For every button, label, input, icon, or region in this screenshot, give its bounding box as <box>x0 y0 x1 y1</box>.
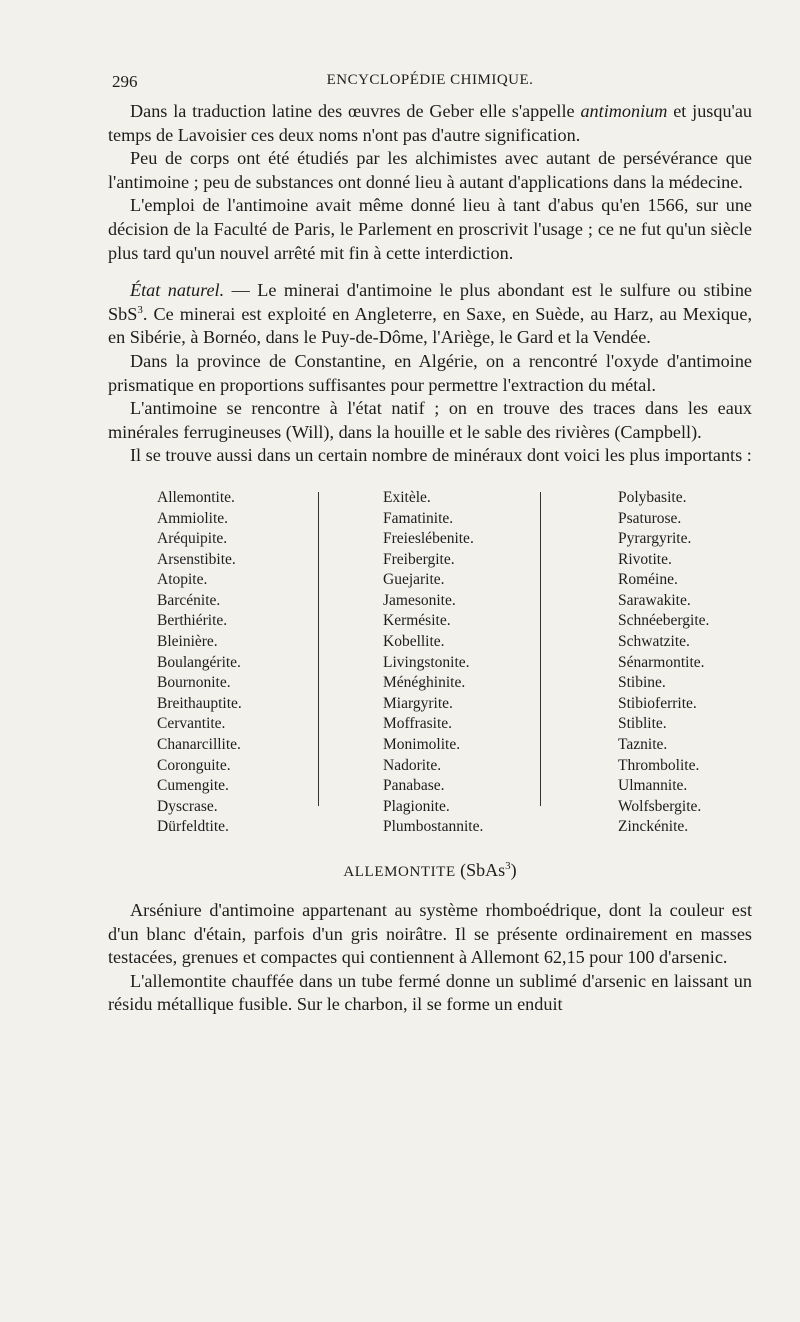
paragraph-8: Arséniure d'antimoine appartenant au système rhomboédrique, dont la couleur est d'un blanc d'étain, parfois d'un gris noirâtre. Il se présente ordinairement en masses testacées, grenues et compactes qui contiennent à Allemont 62,15 pour 100 d'arsenic. <box>108 899 752 968</box>
mineral-item: Taznite. <box>618 736 668 754</box>
mineral-item: Plumbostannite. <box>383 818 484 836</box>
mineral-item: Exitèle. <box>383 488 431 506</box>
mineral-item: Jamesonite. <box>383 591 456 609</box>
mineral-item: Coronguite. <box>157 756 231 774</box>
mineral-item: Bleinière. <box>157 633 218 651</box>
mineral-item: Freieslébenite. <box>383 530 474 548</box>
column-divider <box>318 492 319 806</box>
mineral-item: Breithauptite. <box>157 694 242 712</box>
mineral-item: Polybasite. <box>618 488 687 506</box>
mineral-item: Freibergite. <box>383 550 455 568</box>
paragraph-5: Dans la province de Constantine, en Algérie, on a rencontré l'oxyde d'antimoine prismatique en proportions suffisantes pour permettre l'extraction du métal. <box>108 350 752 395</box>
mineral-item: Monimolite. <box>383 736 461 754</box>
mineral-item: Ménéghinite. <box>383 674 466 692</box>
mineral-item: Livingstonite. <box>383 653 470 671</box>
mineral-item: Boulangérite. <box>157 653 241 671</box>
mineral-item: Plagionite. <box>383 797 450 815</box>
mineral-item: Ulmannite. <box>618 777 688 795</box>
mineral-column-2 <box>383 488 483 838</box>
paragraph-3: L'emploi de l'antimoine avait même donné lieu à tant d'abus qu'en 1566, sur une décision de la Faculté de Paris, le Parlement en proscrivit l'usage ; ce ne fut qu'un siècle plus tard qu'un nouvel arrêté mit fin à cette interdiction. <box>108 195 752 263</box>
mineral-item: Stibioferrite. <box>618 694 697 712</box>
paragraph-7: Il se trouve aussi dans un certain nombre de minéraux dont voici les plus importants : <box>130 445 752 466</box>
mineral-item: Guejarite. <box>383 571 445 589</box>
paragraph-6: L'antimoine se rencontre à l'état natif ; on en trouve des traces dans les eaux minérales ferrugineuses (Will), dans la houille et le sable des rivières (Campbell). <box>108 398 752 442</box>
mineral-item: Berthiérite. <box>157 612 228 630</box>
mineral-item: Thrombolite. <box>618 756 700 774</box>
section-heading: ALLEMONTITE (SbAs$^3$) <box>343 859 517 880</box>
mineral-item: Nadorite. <box>383 756 442 774</box>
mineral-item: Miargyrite. <box>383 694 453 712</box>
mineral-item: Stiblite. <box>618 715 667 733</box>
mineral-item: Zinckénite. <box>618 818 689 836</box>
page-header <box>108 72 752 94</box>
mineral-item: Sarawakite. <box>618 591 691 609</box>
mineral-item: Stibine. <box>618 674 666 692</box>
mineral-item: Pyrargyrite. <box>618 530 692 548</box>
mineral-item: Rivotite. <box>618 550 672 568</box>
mineral-item: Chanarcillite. <box>157 736 241 754</box>
page-body <box>108 100 752 1017</box>
mineral-item: Schwatzite. <box>618 633 690 651</box>
mineral-item: Schnéebergite. <box>618 612 710 630</box>
mineral-item: Kobellite. <box>383 633 445 651</box>
mineral-item: Panabase. <box>383 777 445 795</box>
running-title: ENCYCLOPÉDIE CHIMIQUE. <box>326 72 534 88</box>
mineral-list <box>108 488 752 836</box>
mineral-item: Dürfeldtite. <box>157 818 229 836</box>
mineral-item: Allemontite. <box>157 488 235 506</box>
mineral-item: Moffrasite. <box>383 715 453 733</box>
emphasis-antimonium: antimonium <box>580 101 668 121</box>
mineral-item: Arsenstibite. <box>157 550 236 568</box>
mineral-column-3 <box>618 488 709 838</box>
mineral-item: Sénarmontite. <box>618 653 705 671</box>
mineral-item: Barcénite. <box>157 591 221 609</box>
mineral-item: Kermésite. <box>383 612 451 630</box>
mineral-item: Bournonite. <box>157 674 231 692</box>
subsection-lead: État naturel. <box>130 280 225 301</box>
mineral-item: Cumengite. <box>157 777 229 795</box>
mineral-item: Roméine. <box>618 571 678 589</box>
page-number: 296 <box>112 72 138 91</box>
mineral-item: Aréquipite. <box>157 530 228 548</box>
paragraph-1: Dans la traduction latine des œuvres de Geber elle s'appelle antimonium et jusqu'au temps de Lavoisier ces deux noms n'ont pas d'autre signification. <box>108 101 753 145</box>
paragraph-etat-naturel: État naturel. — Le minerai d'antimoine le plus abondant est le sulfure ou stibine SbS$^3$. Ce minerai est exploité en Angleterre, en Saxe, en Suède, au Harz, au Mexique, en Sibérie, à Bornéo, dans le Puy-de-Dôme, l'Ariège, le Gard et la Vendée. <box>108 280 752 348</box>
mineral-item: Atopite. <box>157 571 208 589</box>
mineral-item: Famatinite. <box>383 509 454 527</box>
mineral-item: Psaturose. <box>618 509 682 527</box>
section-formula: (SbAs$^3$) <box>460 859 517 880</box>
mineral-column-1 <box>157 488 242 838</box>
mineral-item: Dyscrase. <box>157 797 218 815</box>
paragraph-9: L'allemontite chauffée dans un tube fermé donne un sublimé d'arsenic en laissant un résidu métallique fusible. Sur le charbon, il se forme un enduit <box>108 970 752 1015</box>
column-divider <box>540 492 541 806</box>
mineral-item: Wolfsbergite. <box>618 797 702 815</box>
mineral-item: Cervantite. <box>157 715 226 733</box>
mineral-item: Ammiolite. <box>157 509 229 527</box>
paragraph-2: Peu de corps ont été étudiés par les alchimistes avec autant de persévérance que l'antimoine ; peu de substances ont donné lieu à autant d'applications dans la médecine. <box>108 148 752 192</box>
